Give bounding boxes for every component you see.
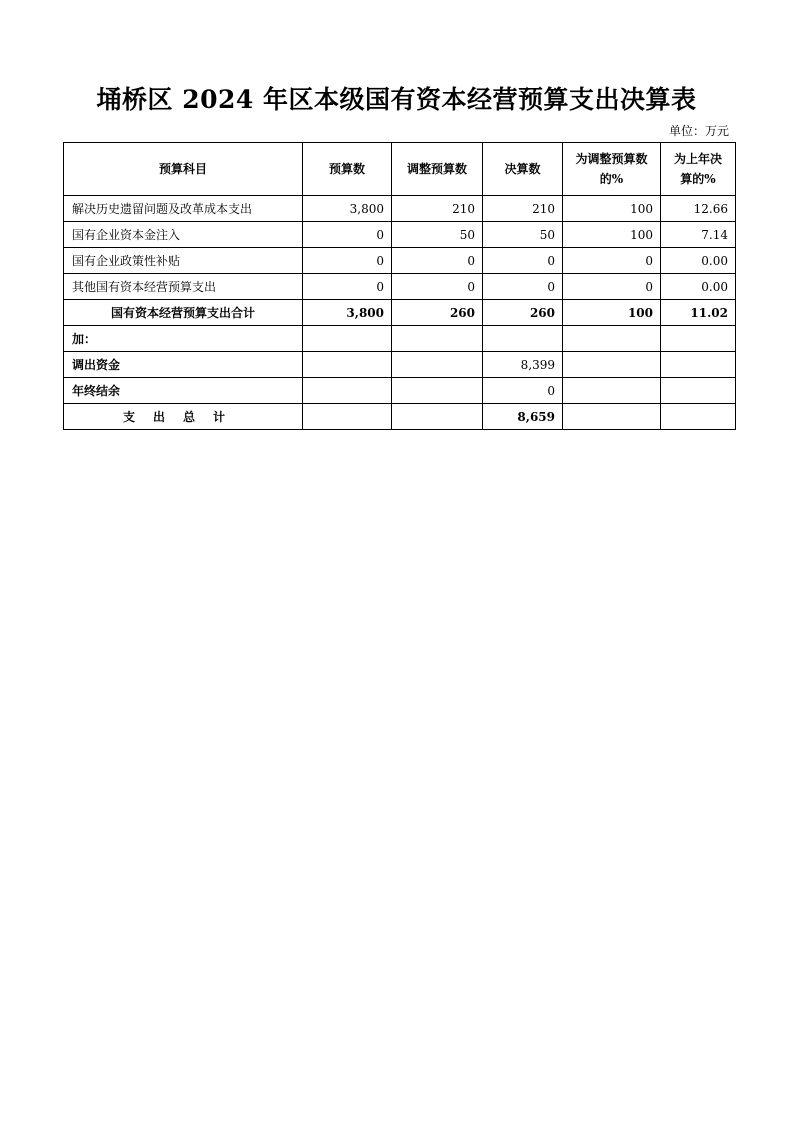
header-pct-adjusted-line1: 为调整预算数 xyxy=(575,152,648,166)
add-label: 加： xyxy=(64,326,303,352)
row-adjusted: 210 xyxy=(392,196,483,222)
total-row xyxy=(64,300,736,326)
grand-total-label: 支出总计 xyxy=(122,410,243,424)
row-pct-last: 7.14 xyxy=(661,222,736,248)
row-budget: 0 xyxy=(303,222,392,248)
header-adjusted: 调整预算数 xyxy=(392,143,483,196)
header-pct-last-line1: 为上年决 xyxy=(673,152,722,166)
row-budget: 0 xyxy=(303,248,392,274)
grand-total-name xyxy=(64,404,303,430)
row-pct-last: 12.66 xyxy=(661,196,736,222)
table-row xyxy=(64,196,736,222)
row-final: 50 xyxy=(483,222,563,248)
header-pct-adjusted xyxy=(563,143,661,196)
budget-table xyxy=(63,142,736,430)
row-budget: 3,800 xyxy=(303,196,392,222)
row-pct-adjusted: 100 xyxy=(563,222,661,248)
row-name: 解决历史遗留问题及改革成本支出 xyxy=(64,196,303,222)
total-adjusted: 260 xyxy=(392,300,483,326)
yearend-row xyxy=(64,378,736,404)
transfer-row xyxy=(64,352,736,378)
row-final: 0 xyxy=(483,248,563,274)
row-pct-adjusted: 0 xyxy=(563,248,661,274)
total-final: 260 xyxy=(483,300,563,326)
transfer-name: 调出资金 xyxy=(64,352,303,378)
total-name: 国有资本经营预算支出合计 xyxy=(64,300,303,326)
row-pct-last: 0.00 xyxy=(661,248,736,274)
yearend-final: 0 xyxy=(483,378,563,404)
header-final: 决算数 xyxy=(483,143,563,196)
yearend-name: 年终结余 xyxy=(64,378,303,404)
table-row xyxy=(64,222,736,248)
header-pct-last-line2: 算的% xyxy=(680,172,716,186)
row-adjusted: 0 xyxy=(392,248,483,274)
add-row xyxy=(64,326,736,352)
total-pct-last: 11.02 xyxy=(661,300,736,326)
total-budget: 3,800 xyxy=(303,300,392,326)
row-adjusted: 50 xyxy=(392,222,483,248)
row-pct-adjusted: 100 xyxy=(563,196,661,222)
table-header-row xyxy=(64,143,736,196)
row-final: 0 xyxy=(483,274,563,300)
row-pct-last: 0.00 xyxy=(661,274,736,300)
row-pct-adjusted: 0 xyxy=(563,274,661,300)
table-row xyxy=(64,274,736,300)
transfer-final: 8,399 xyxy=(483,352,563,378)
header-subject: 预算科目 xyxy=(64,143,303,196)
grand-total-row xyxy=(64,404,736,430)
row-final: 210 xyxy=(483,196,563,222)
unit-label: 单位：万元 xyxy=(668,124,729,138)
row-name: 其他国有资本经营预算支出 xyxy=(64,274,303,300)
header-budget: 预算数 xyxy=(303,143,392,196)
row-name: 国有企业资本金注入 xyxy=(64,222,303,248)
grand-total-final: 8,659 xyxy=(483,404,563,430)
total-pct-adjusted: 100 xyxy=(563,300,661,326)
row-adjusted: 0 xyxy=(392,274,483,300)
row-name: 国有企业政策性补贴 xyxy=(64,248,303,274)
header-pct-adjusted-line2: 的% xyxy=(599,172,624,186)
header-pct-last xyxy=(661,143,736,196)
row-budget: 0 xyxy=(303,274,392,300)
table-row xyxy=(64,248,736,274)
page-title: 埇桥区 2024 年区本级国有资本经营预算支出决算表 xyxy=(96,85,697,114)
